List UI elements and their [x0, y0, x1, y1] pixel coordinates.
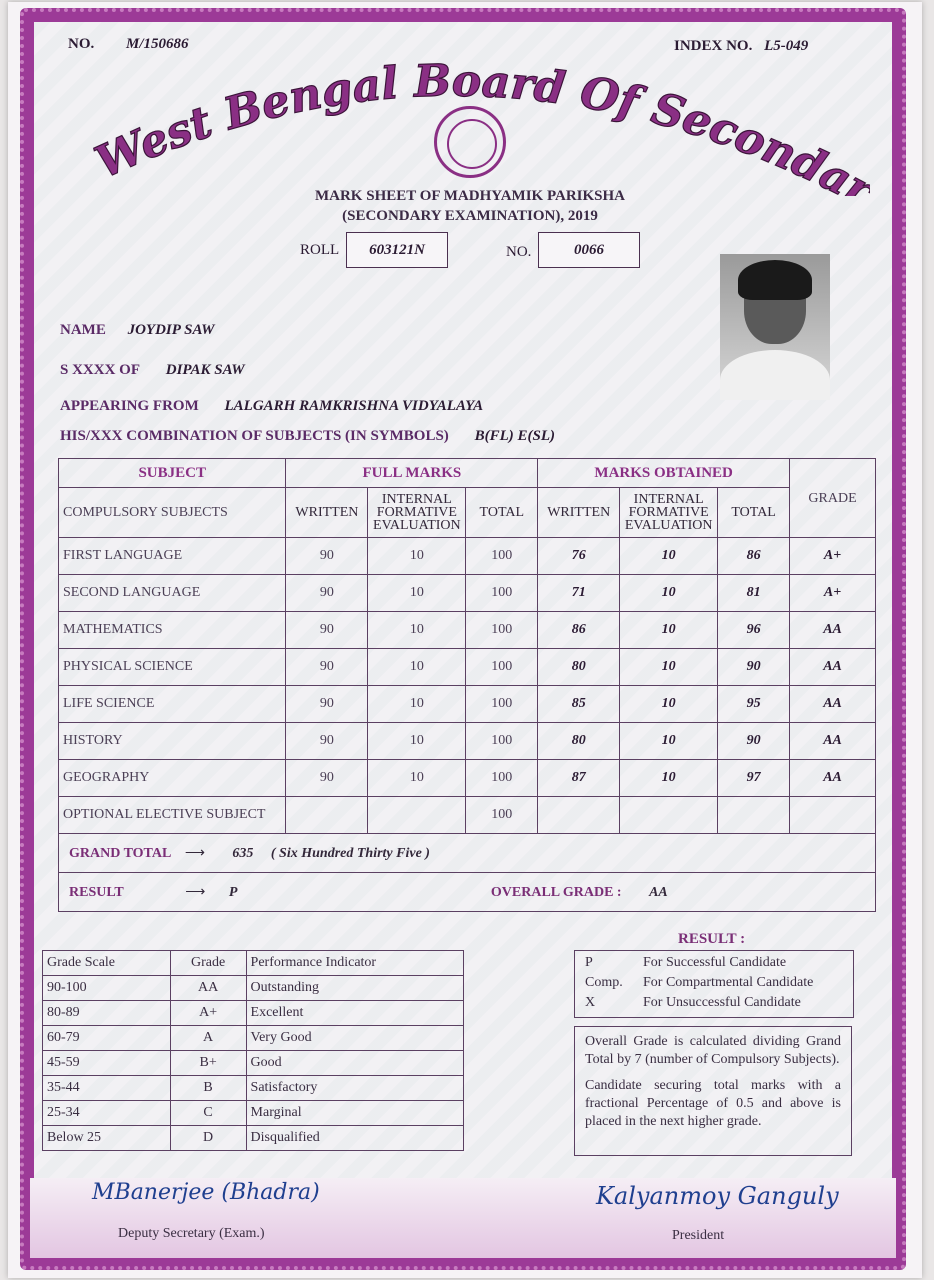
- cell-subject: SECOND LANGUAGE: [59, 575, 286, 612]
- grade-scale-cell: 80-89: [43, 1001, 171, 1026]
- header-full-marks: FULL MARKS: [286, 459, 538, 488]
- header-obt-total: TOTAL: [718, 488, 790, 538]
- candidate-school: [60, 398, 483, 415]
- grade-scale-cell: A: [170, 1026, 246, 1051]
- cell-ot: 90: [718, 723, 790, 760]
- deputy-secretary-signature: MBanerjee (Bhadra): [92, 1180, 320, 1205]
- cell-fw: 90: [286, 649, 368, 686]
- grade-scale-header: [43, 951, 464, 976]
- cell-fw: 90: [286, 686, 368, 723]
- cell-fi: 10: [368, 575, 466, 612]
- cell-grade: AA: [790, 723, 876, 760]
- table-row: [59, 723, 876, 760]
- result-value: P: [228, 884, 238, 900]
- serial-no-label: NO.: [68, 36, 95, 52]
- sheet-title: MARK SHEET OF MADHYAMIK PARIKSHA: [314, 188, 626, 204]
- roll-no-value: 0066: [538, 232, 640, 268]
- board-title-text: West Bengal Board Of Seconda: [87, 56, 860, 196]
- school-value: LALGARH RAMKRISHNA VIDYALAYA: [224, 398, 484, 414]
- grade-scale-cell: B: [170, 1076, 246, 1101]
- roll-label: ROLL: [300, 242, 340, 258]
- president-title: President: [672, 1228, 725, 1243]
- cell-grade: A+: [790, 538, 876, 575]
- result-arrow: ⟶: [185, 884, 206, 900]
- table-row: [59, 686, 876, 723]
- header-marks-obtained: MARKS OBTAINED: [538, 459, 790, 488]
- result-row: [59, 873, 876, 912]
- grade-scale-cell: 60-79: [43, 1026, 171, 1051]
- legend-code: Comp.: [585, 975, 623, 990]
- sheet-subtitle: (SECONDARY EXAMINATION), 2019: [342, 208, 598, 224]
- result-legend-title: RESULT :: [678, 931, 746, 947]
- cell-ow: 76: [538, 538, 620, 575]
- table-row: [59, 575, 876, 612]
- cell-ow: [538, 797, 620, 834]
- grade-scale-row: [43, 1076, 464, 1101]
- combination-value: B(FL) E(SL): [474, 428, 555, 444]
- board-seal-icon: [434, 106, 506, 178]
- cell-grade: A+: [790, 575, 876, 612]
- note-fractional: Candidate securing total marks with a fractional Percentage of 0.5 and above is placed in the next higher grade.: [585, 1078, 841, 1129]
- cell-ot: 97: [718, 760, 790, 797]
- marks-body: [59, 538, 876, 834]
- cell-ot: 86: [718, 538, 790, 575]
- cell-grade: AA: [790, 612, 876, 649]
- cell-oi: 10: [620, 760, 718, 797]
- cell-oi: [620, 797, 718, 834]
- cell-subject: GEOGRAPHY: [59, 760, 286, 797]
- cell-fw: 90: [286, 723, 368, 760]
- grade-scale-row: [43, 1026, 464, 1051]
- grand-total-label: GRAND TOTAL: [69, 845, 172, 861]
- table-row: [59, 797, 876, 834]
- grade-scale-row: [43, 1051, 464, 1076]
- grade-scale-row: [43, 976, 464, 1001]
- header-obt-internal: INTERNAL FORMATIVE EVALUATION: [620, 488, 718, 538]
- legend-code: P: [585, 955, 593, 970]
- legend-meaning: For Successful Candidate: [643, 955, 787, 970]
- name-value: JOYDIP SAW: [127, 322, 215, 338]
- cell-ot: 96: [718, 612, 790, 649]
- grade-scale-table: [42, 950, 464, 1151]
- legend-code: X: [585, 995, 596, 1010]
- overall-grade-value: AA: [649, 884, 668, 900]
- cell-grade: AA: [790, 686, 876, 723]
- grade-scale-cell: Below 25: [43, 1126, 171, 1151]
- header-full-internal: INTERNAL FORMATIVE EVALUATION: [368, 488, 466, 538]
- cell-subject: MATHEMATICS: [59, 612, 286, 649]
- cell-fi: [368, 797, 466, 834]
- note-overall-grade: Overall Grade is calculated dividing Grand Total by 7 (number of Compulsory Subjects).: [585, 1034, 841, 1067]
- grand-total-arrow: ⟶: [184, 845, 205, 861]
- candidate-combination: [60, 428, 555, 445]
- grand-total-value: 635: [232, 845, 254, 861]
- legend-meaning: For Unsuccessful Candidate: [643, 995, 801, 1010]
- grade-scale-cell: C: [170, 1101, 246, 1126]
- result-label: RESULT: [69, 884, 124, 900]
- table-row: [59, 612, 876, 649]
- grade-scale-cell: 25-34: [43, 1101, 171, 1126]
- cell-fw: 90: [286, 760, 368, 797]
- index-no: [674, 38, 808, 55]
- cell-ft: 100: [466, 797, 538, 834]
- overall-grade-label: OVERALL GRADE :: [490, 884, 622, 900]
- grade-scale-cell: AA: [170, 976, 246, 1001]
- cell-fw: [286, 797, 368, 834]
- cell-oi: 10: [620, 649, 718, 686]
- serial-no: [68, 36, 189, 53]
- cell-ft: 100: [466, 538, 538, 575]
- cell-fi: 10: [368, 686, 466, 723]
- grade-scale-header-cell: Grade: [170, 951, 246, 976]
- grade-scale-cell: A+: [170, 1001, 246, 1026]
- cell-ow: 87: [538, 760, 620, 797]
- cell-subject: LIFE SCIENCE: [59, 686, 286, 723]
- header-full-total: TOTAL: [466, 488, 538, 538]
- cell-subject: PHYSICAL SCIENCE: [59, 649, 286, 686]
- cell-fi: 10: [368, 538, 466, 575]
- parent-label: S XXXX OF: [60, 362, 141, 378]
- grade-scale-cell: Good: [246, 1051, 463, 1076]
- grade-scale-row: [43, 1101, 464, 1126]
- roll-no-label: NO.: [506, 244, 532, 260]
- grade-scale-cell: 45-59: [43, 1051, 171, 1076]
- cell-ow: 86: [538, 612, 620, 649]
- index-no-label: INDEX NO.: [674, 38, 753, 54]
- table-row: [59, 538, 876, 575]
- legend-row: [575, 953, 853, 973]
- header-full-written: WRITTEN: [286, 488, 368, 538]
- cell-subject: HISTORY: [59, 723, 286, 760]
- school-label: APPEARING FROM: [60, 398, 199, 414]
- header-compulsory: COMPULSORY SUBJECTS: [59, 488, 286, 538]
- legend-meaning: For Compartmental Candidate: [643, 975, 814, 990]
- deputy-secretary-title: Deputy Secretary (Exam.): [118, 1226, 265, 1241]
- cell-ft: 100: [466, 723, 538, 760]
- grand-total-words: ( Six Hundred Thirty Five ): [270, 845, 430, 861]
- grade-scale-cell: 90-100: [43, 976, 171, 1001]
- grade-scale-row: [43, 1126, 464, 1151]
- table-row: [59, 760, 876, 797]
- cell-fi: 10: [368, 612, 466, 649]
- cell-grade: [790, 797, 876, 834]
- cell-ft: 100: [466, 649, 538, 686]
- cell-ft: 100: [466, 612, 538, 649]
- cell-fi: 10: [368, 760, 466, 797]
- grade-scale-cell: D: [170, 1126, 246, 1151]
- header-grade: GRADE: [790, 459, 876, 538]
- index-no-value: L5-049: [764, 38, 809, 54]
- candidate-parent: [60, 362, 245, 379]
- grade-scale-cell: Satisfactory: [246, 1076, 463, 1101]
- cell-ow: 80: [538, 723, 620, 760]
- grade-scale-cell: Marginal: [246, 1101, 463, 1126]
- cell-grade: AA: [790, 760, 876, 797]
- cell-oi: 10: [620, 538, 718, 575]
- cell-ow: 85: [538, 686, 620, 723]
- parent-value: DIPAK SAW: [165, 362, 245, 378]
- cell-oi: 10: [620, 723, 718, 760]
- grade-scale-cell: B+: [170, 1051, 246, 1076]
- cell-fw: 90: [286, 538, 368, 575]
- cell-ow: 71: [538, 575, 620, 612]
- table-row: [59, 649, 876, 686]
- cell-ot: 90: [718, 649, 790, 686]
- cell-ft: 100: [466, 686, 538, 723]
- cell-ft: 100: [466, 760, 538, 797]
- cell-oi: 10: [620, 575, 718, 612]
- grade-scale-cell: 35-44: [43, 1076, 171, 1101]
- marks-table: [58, 458, 876, 912]
- result-notes: [574, 1026, 852, 1156]
- grade-scale-header-cell: Grade Scale: [43, 951, 171, 976]
- cell-fw: 90: [286, 575, 368, 612]
- grade-scale-cell: Very Good: [246, 1026, 463, 1051]
- cell-subject: FIRST LANGUAGE: [59, 538, 286, 575]
- grade-scale-cell: Disqualified: [246, 1126, 463, 1151]
- header-subject: SUBJECT: [59, 459, 286, 488]
- candidate-photo: [720, 254, 830, 400]
- cell-grade: AA: [790, 649, 876, 686]
- name-label: NAME: [60, 322, 106, 338]
- combination-label: HIS/XXX COMBINATION OF SUBJECTS (IN SYMBOLS): [60, 428, 449, 444]
- cell-oi: 10: [620, 686, 718, 723]
- legend-row: [575, 973, 853, 993]
- legend-row: [575, 993, 853, 1013]
- candidate-name: [60, 322, 214, 339]
- grand-total-row: [59, 834, 876, 873]
- cell-subject: OPTIONAL ELECTIVE SUBJECT: [59, 797, 286, 834]
- grade-scale-header-cell: Performance Indicator: [246, 951, 463, 976]
- grade-scale-row: [43, 1001, 464, 1026]
- cell-fi: 10: [368, 723, 466, 760]
- grade-scale-cell: Outstanding: [246, 976, 463, 1001]
- cell-ot: 81: [718, 575, 790, 612]
- serial-no-value: M/150686: [126, 36, 189, 52]
- cell-ot: 95: [718, 686, 790, 723]
- roll-value: 603121N: [346, 232, 448, 268]
- grade-scale-cell: Excellent: [246, 1001, 463, 1026]
- cell-ow: 80: [538, 649, 620, 686]
- cell-oi: 10: [620, 612, 718, 649]
- header-obt-written: WRITTEN: [538, 488, 620, 538]
- mark-sheet-content: [30, 18, 896, 1260]
- result-legend: [574, 950, 854, 1018]
- cell-ot: [718, 797, 790, 834]
- cell-ft: 100: [466, 575, 538, 612]
- cell-fw: 90: [286, 612, 368, 649]
- president-signature: Kalyanmoy Ganguly: [596, 1182, 839, 1210]
- cell-fi: 10: [368, 649, 466, 686]
